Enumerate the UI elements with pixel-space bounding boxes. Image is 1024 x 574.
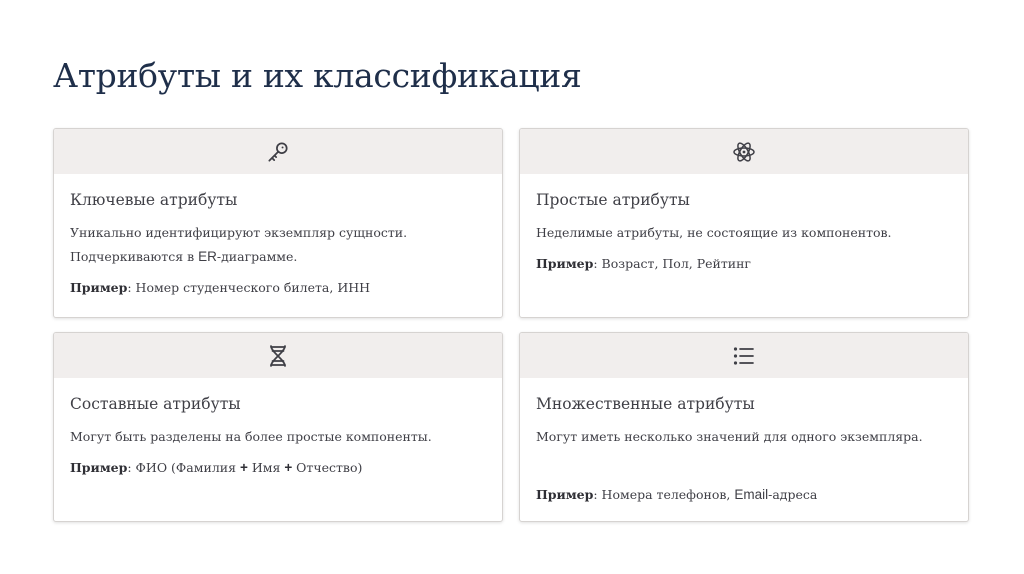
card-multivalued-attributes (519, 332, 969, 522)
card-key-attributes (53, 128, 503, 318)
card-header (54, 333, 502, 378)
card-example: Пример: Номер студенческого билета, ИНН (70, 280, 371, 295)
card-title: Ключевые атрибуты (70, 191, 238, 209)
slide-title: Атрибуты и их классификация (53, 56, 582, 95)
card-description: Неделимые атрибуты, не состоящие из компонентов. (536, 225, 892, 240)
card-simple-attributes (519, 128, 969, 318)
card-description: Могут иметь несколько значений для одного экземпляра. (536, 429, 923, 444)
card-example: Пример: ФИО (Фамилия + Имя + Отчество) (70, 460, 363, 475)
card-description: Уникально идентифицируют экземпляр сущности. Подчеркиваются в ER-диаграмме. (70, 225, 408, 264)
card-composite-attributes (53, 332, 503, 522)
card-title: Множественные атрибуты (536, 395, 755, 413)
card-header (54, 129, 502, 174)
card-header (520, 333, 968, 378)
dna-icon (267, 344, 289, 368)
list-icon (732, 345, 756, 367)
card-title: Составные атрибуты (70, 395, 241, 413)
card-description: Могут быть разделены на более простые компоненты. (70, 429, 432, 444)
card-example: Пример: Номера телефонов, Email-адреса (536, 487, 818, 502)
atom-icon (732, 140, 756, 164)
card-example: Пример: Возраст, Пол, Рейтинг (536, 256, 751, 271)
card-title: Простые атрибуты (536, 191, 690, 209)
key-icon (265, 139, 291, 165)
card-header (520, 129, 968, 174)
